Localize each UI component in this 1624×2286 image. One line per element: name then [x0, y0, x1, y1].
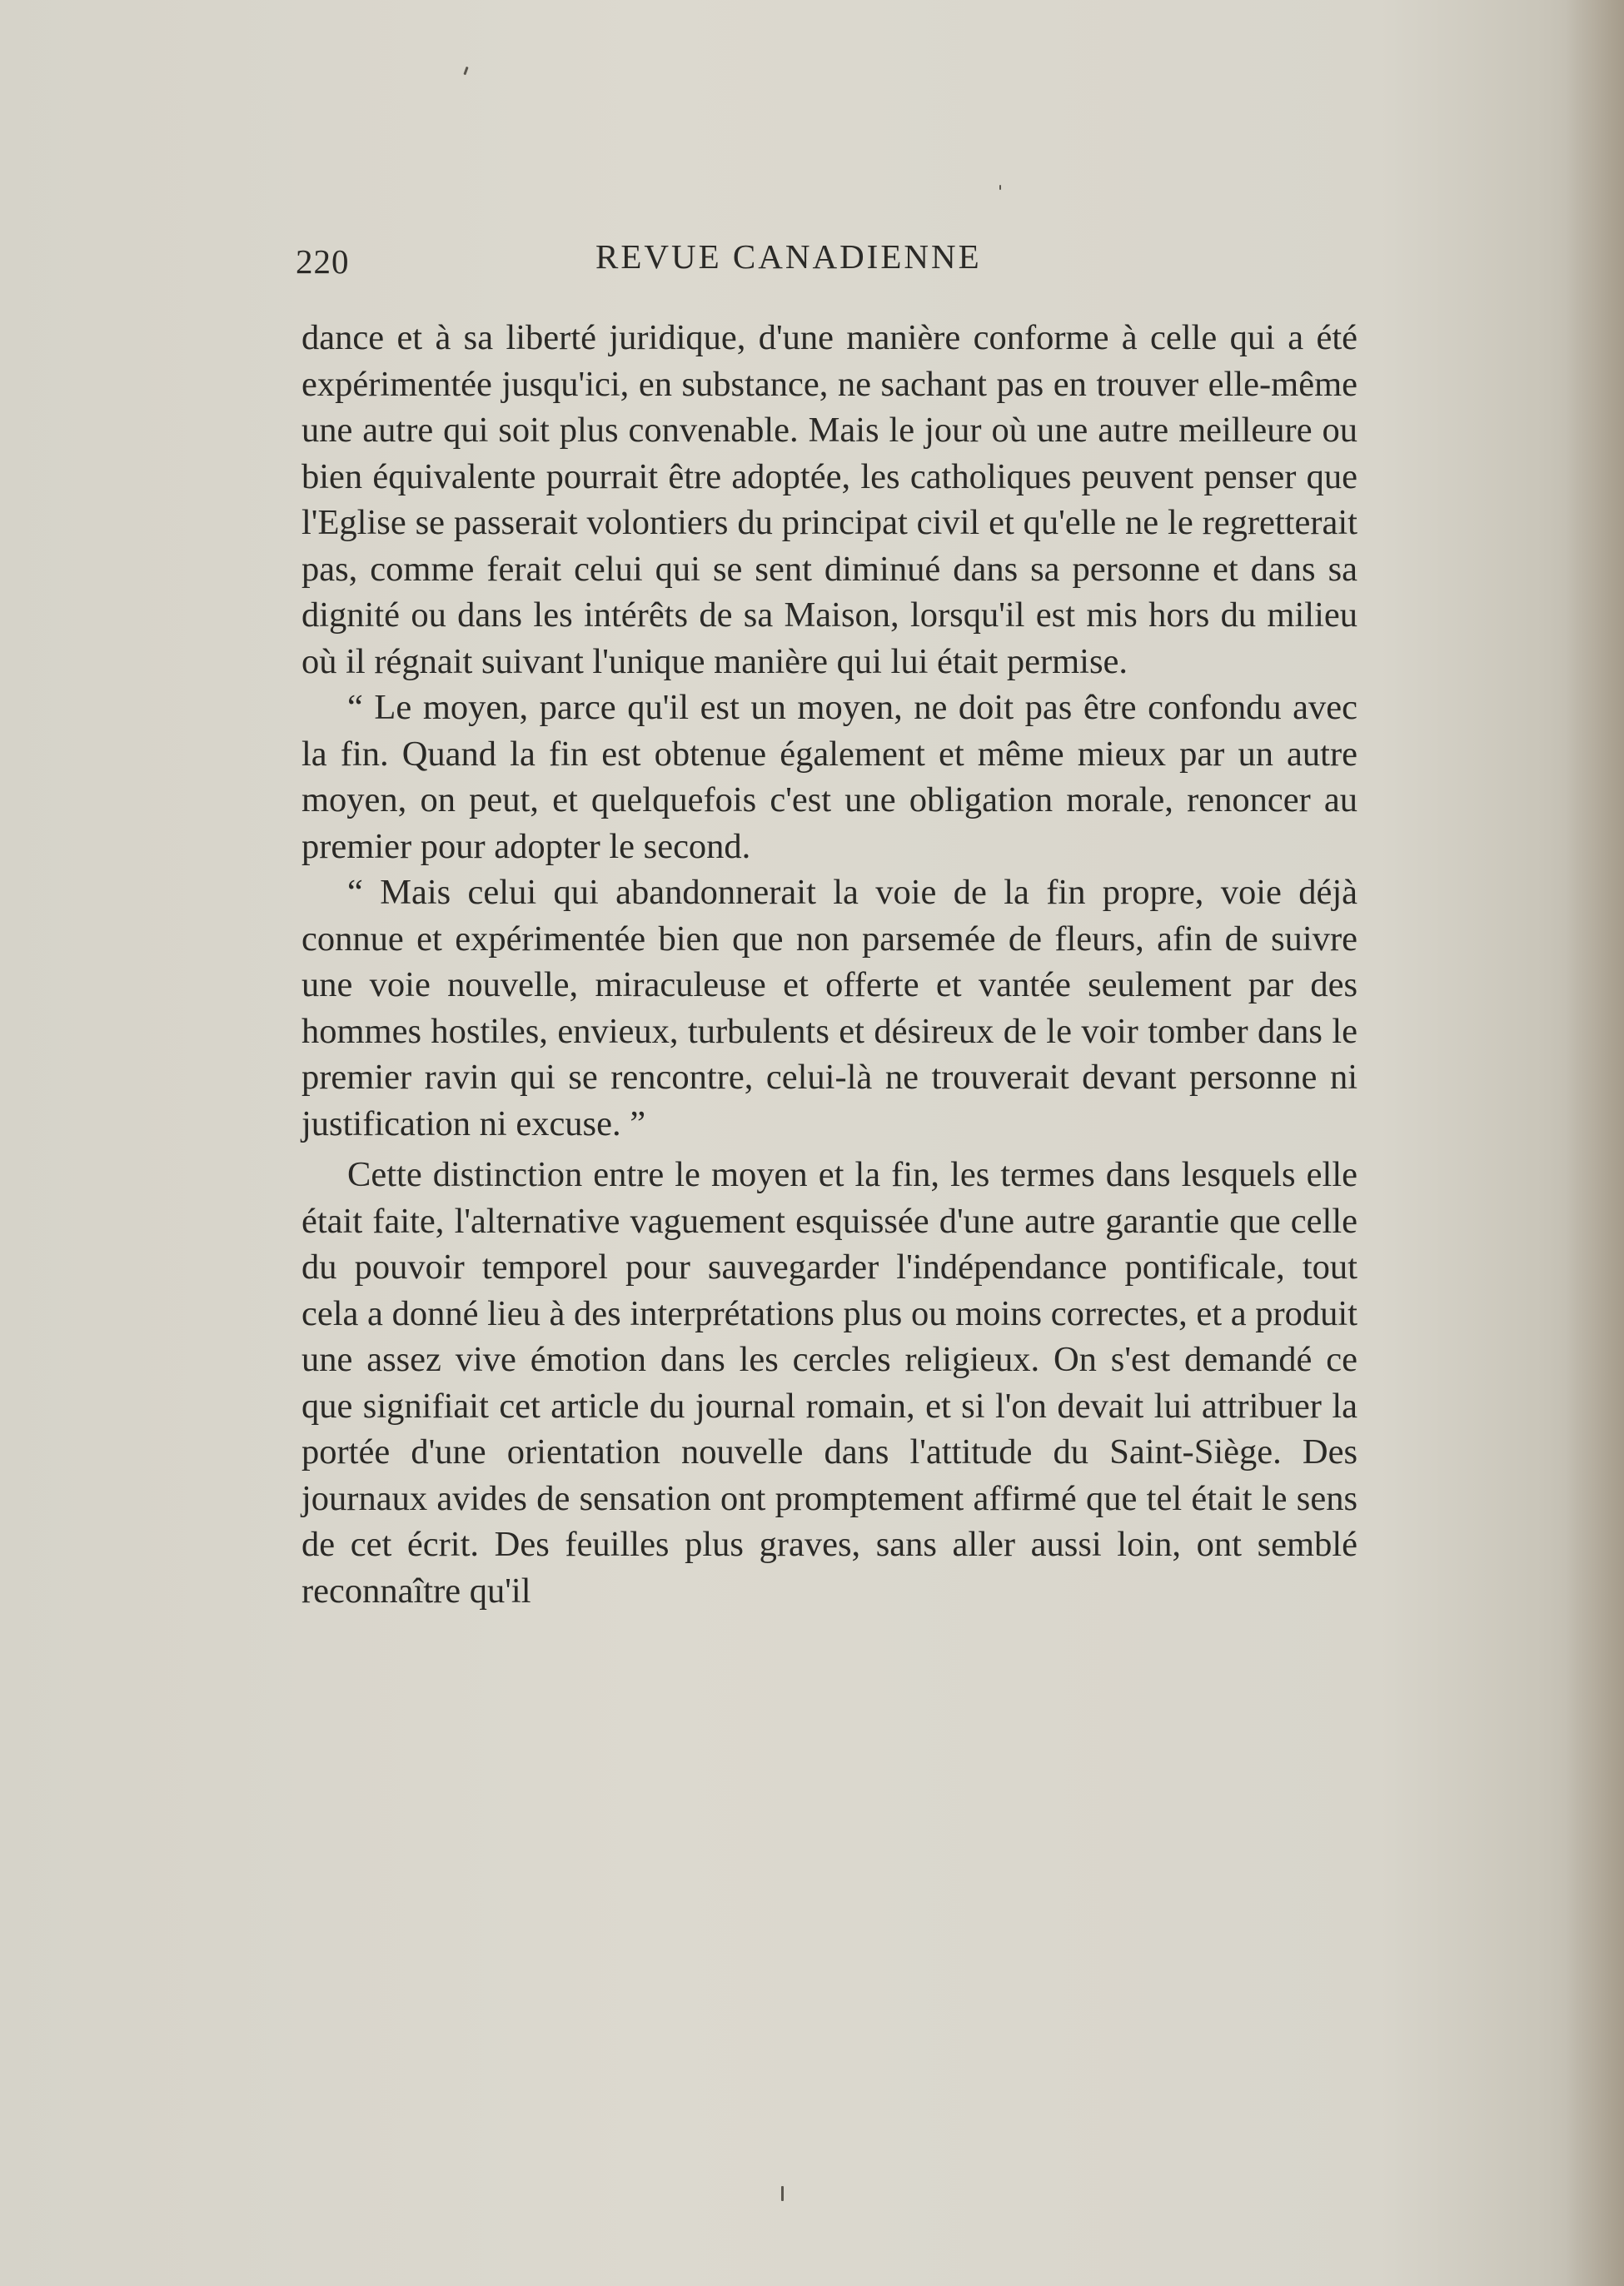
paper-speck — [781, 2186, 784, 2201]
body-text — [301, 315, 1357, 1614]
paper-speck — [999, 185, 1001, 190]
page-edge-shadow — [1566, 0, 1624, 2286]
paragraph-commentary: Cette distinction entre le moyen et la fin, les termes dans lesquels elle était faite, l'alternative vaguement esquissée d'une autre garantie que celle du pouvoir temporel pour sauvegarder l'indépendance pontificale, tout cela a donné lieu à des interprétations plus ou moins correctes, et a produit une assez vive émotion dans les cercles religieux. On s'est demandé ce que signifiait cet article du journal romain, et si l'on devait lui attribuer la portée d'une orientation nouvelle dans l'attitude du Saint-Siège. Des journaux avides de sensation ont promptement affirmé que tel était le sens de cet écrit. Des feuilles plus graves, sans aller aussi loin, ont semblé reconnaître qu'il — [301, 1155, 1357, 1611]
page-number: 220 — [296, 242, 350, 281]
paragraph-continued: dance et à sa liberté juridique, d'une manière conforme à celle qui a été expérimentée jusqu'ici, en substance, ne sachant pas en trouver elle-même une autre qui soit plus convenable. Mais le jour où une autre meilleure ou bien équivalente pourrait être adoptée, les catholiques peuvent penser que l'Eglise se passerait volontiers du principat civil et qu'elle ne le regretterait pas, comme ferait celui qui se sent diminué dans sa personne et dans sa dignité ou dans les intérêts de sa Maison, lorsqu'il est mis hors du milieu où il régnait suivant l'unique manière qui lui était permise. — [301, 318, 1357, 681]
paragraph-quote-1: “ Le moyen, parce qu'il est un moyen, ne doit pas être confondu avec la fin. Quand la fin est obtenue également et même mieux par un autre moyen, on peut, et quelquefois c'est une obligation morale, renoncer au premier pour adopter le second. — [301, 688, 1357, 866]
running-header — [296, 237, 1353, 291]
paper-speck — [463, 67, 468, 75]
running-title: REVUE CANADIENNE — [595, 237, 982, 276]
paragraph-quote-2: “ Mais celui qui abandonnerait la voie de la fin propre, voie déjà connue et expérimentée bien que non parsemée de fleurs, afin de suivre une voie nouvelle, miraculeuse et offerte et vantée seulement par des hommes hostiles, envieux, turbulents et désireux de le voir tomber dans le premier ravin qui se rencontre, celui-là ne trouverait devant personne ni justification ni excuse. ” — [301, 873, 1357, 1143]
